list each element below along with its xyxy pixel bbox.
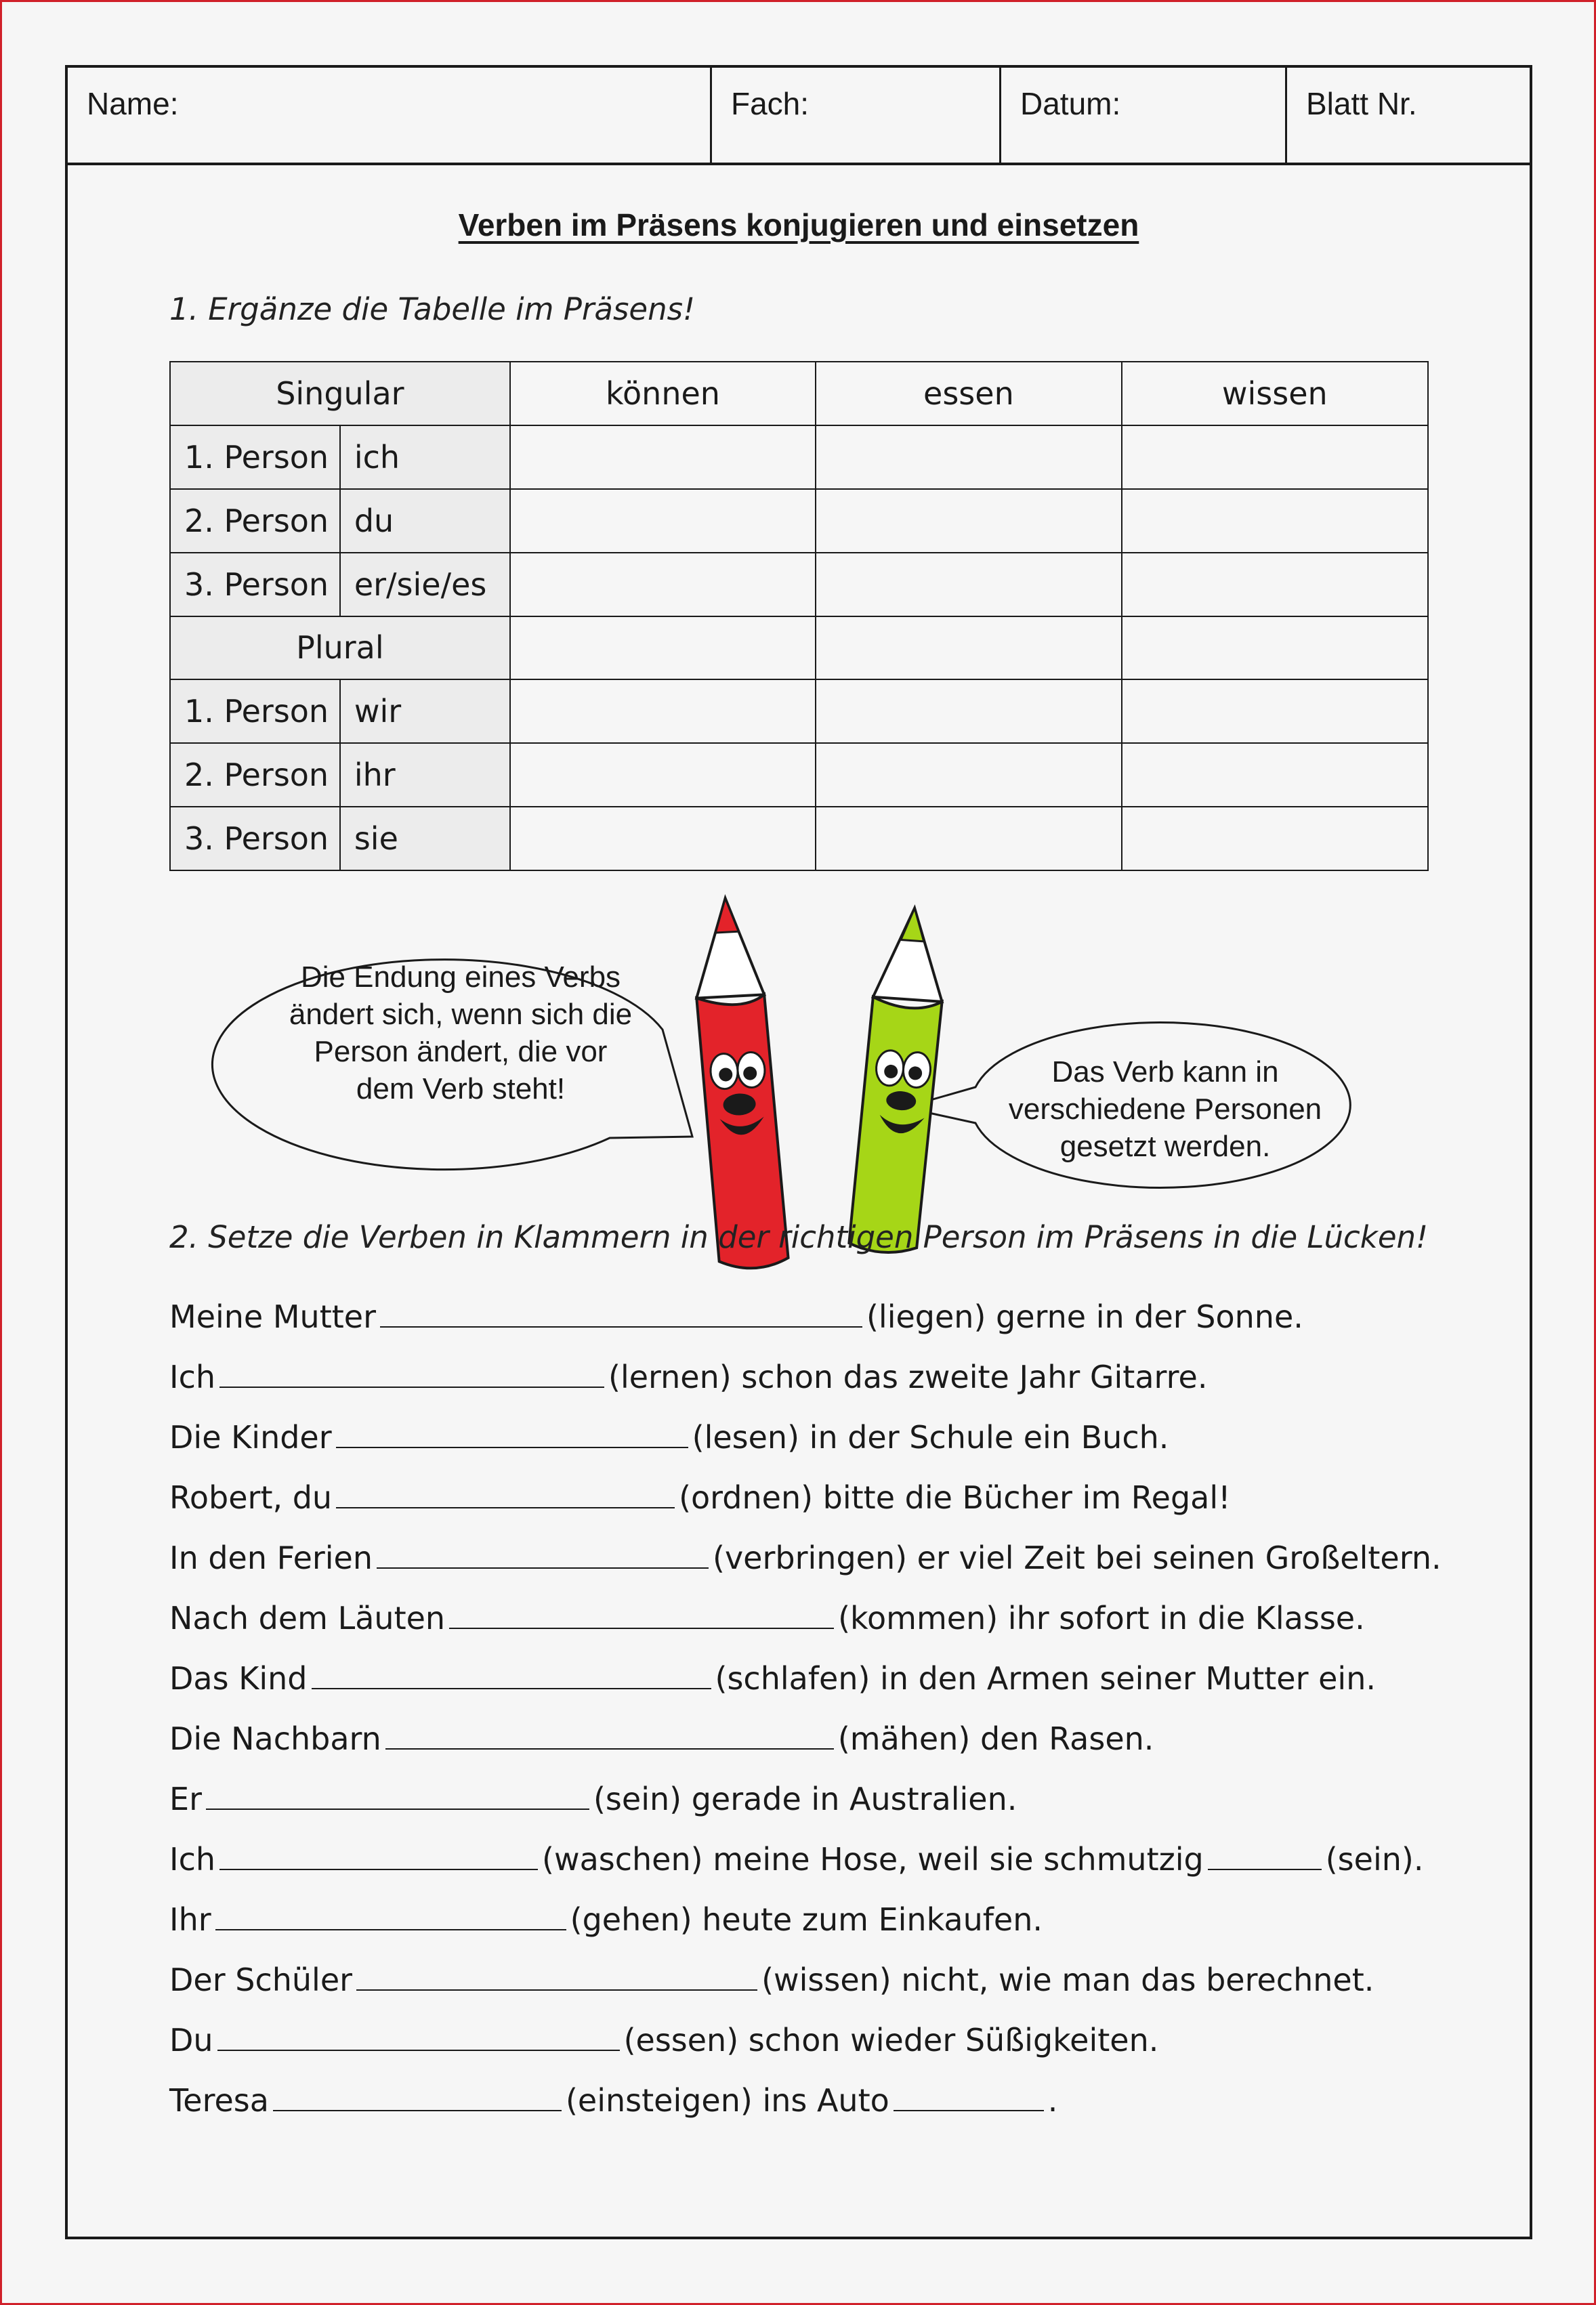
page-title: Verben im Präsens konjugieren und einsetzen xyxy=(458,207,1139,242)
answer-blank[interactable] xyxy=(356,1969,757,1991)
list-item xyxy=(169,1950,1497,2010)
pronoun-label: er/sie/es xyxy=(340,553,510,616)
name-field[interactable] xyxy=(68,68,712,163)
conjugation-table xyxy=(169,361,1429,871)
sentence-start: Die Kinder xyxy=(169,1419,332,1456)
sentence-end: (waschen) meine Hose, weil sie schmutzig xyxy=(542,1841,1204,1878)
table-header-row xyxy=(170,362,1428,425)
answer-blank[interactable] xyxy=(215,1909,566,1930)
sentence-start: Nach dem Läuten xyxy=(169,1600,446,1636)
plural-header: Plural xyxy=(170,616,510,680)
header-row xyxy=(68,68,1530,165)
answer-cell[interactable] xyxy=(1122,807,1428,870)
verb-header: essen xyxy=(816,362,1121,425)
singular-header: Singular xyxy=(170,362,510,425)
left-bubble-text xyxy=(271,958,650,1107)
list-item xyxy=(169,1287,1497,1347)
pronoun-label: ich xyxy=(340,425,510,489)
sentence-end: (lesen) in der Schule ein Buch. xyxy=(692,1419,1169,1456)
answer-cell[interactable] xyxy=(1122,743,1428,807)
sentence-start: In den Ferien xyxy=(169,1540,373,1576)
list-item xyxy=(169,1649,1497,1709)
green-pencil-icon xyxy=(849,905,948,1255)
pronoun-label: ihr xyxy=(340,743,510,807)
answer-cell[interactable] xyxy=(1122,679,1428,743)
bubble-line: Person ändert, die vor xyxy=(314,1035,608,1068)
answer-blank[interactable] xyxy=(219,1366,604,1388)
list-item xyxy=(169,2071,1497,2131)
sentence-end: (sein). xyxy=(1325,1841,1424,1878)
answer-blank[interactable] xyxy=(336,1487,675,1508)
sentence-end: (wissen) nicht, wie man das berechnet. xyxy=(761,1962,1374,1998)
answer-cell[interactable] xyxy=(510,425,816,489)
answer-cell[interactable] xyxy=(510,553,816,616)
pronoun-label: du xyxy=(340,489,510,553)
right-bubble-text xyxy=(989,1053,1341,1165)
sentence-start: Ihr xyxy=(169,1901,211,1938)
sentence-start: Die Nachbarn xyxy=(169,1720,381,1757)
worksheet xyxy=(65,65,1532,2239)
bubble-line: dem Verb steht! xyxy=(356,1072,566,1105)
date-label: Datum: xyxy=(1020,86,1121,121)
person-label: 2. Person xyxy=(170,743,340,807)
answer-cell[interactable] xyxy=(816,743,1121,807)
answer-blank[interactable] xyxy=(336,1426,688,1448)
bubble-line: gesetzt werden. xyxy=(1059,1130,1271,1163)
answer-blank[interactable] xyxy=(217,2029,620,2051)
fill-in-exercise xyxy=(169,1287,1497,2131)
sentence-start: Teresa xyxy=(169,2082,269,2119)
answer-cell[interactable] xyxy=(816,807,1121,870)
date-field[interactable] xyxy=(1001,68,1287,163)
answer-cell[interactable] xyxy=(510,489,816,553)
sentence-end: (sein) gerade in Australien. xyxy=(593,1781,1017,1817)
answer-blank[interactable] xyxy=(273,2090,562,2111)
answer-blank[interactable] xyxy=(219,1848,538,1870)
answer-blank[interactable] xyxy=(312,1668,711,1689)
person-label: 3. Person xyxy=(170,807,340,870)
pronoun-label: wir xyxy=(340,679,510,743)
answer-cell[interactable] xyxy=(510,679,816,743)
table-row xyxy=(170,489,1428,553)
sentence-start: Ich xyxy=(169,1359,216,1395)
table-row xyxy=(170,553,1428,616)
answer-cell[interactable] xyxy=(1122,553,1428,616)
list-item xyxy=(169,2010,1497,2071)
bubble-line: ändert sich, wenn sich die xyxy=(289,998,633,1031)
sheet-number-field[interactable] xyxy=(1287,68,1530,163)
table-row xyxy=(170,425,1428,489)
list-item xyxy=(169,1588,1497,1649)
answer-cell[interactable] xyxy=(1122,616,1428,680)
sentence-start: Der Schüler xyxy=(169,1962,353,1998)
subject-label: Fach: xyxy=(731,86,810,121)
bubble-line: verschiedene Personen xyxy=(1008,1093,1322,1126)
list-item xyxy=(169,1830,1497,1890)
list-item xyxy=(169,1408,1497,1468)
sentence-end: (einsteigen) ins Auto xyxy=(565,2082,889,2119)
table-row xyxy=(170,616,1428,680)
answer-blank[interactable] xyxy=(380,1306,862,1328)
answer-blank[interactable] xyxy=(385,1728,834,1750)
sentence-end: (schlafen) in den Armen seiner Mutter ein. xyxy=(715,1660,1376,1697)
name-label: Name: xyxy=(87,86,179,121)
sentence-end: (gehen) heute zum Einkaufen. xyxy=(570,1901,1043,1938)
sentence-end: (verbringen) er viel Zeit bei seinen Großeltern. xyxy=(713,1540,1442,1576)
sheet-number-label: Blatt Nr. xyxy=(1306,86,1417,121)
sentence-start: Meine Mutter xyxy=(169,1298,376,1335)
answer-blank[interactable] xyxy=(1208,1848,1322,1870)
answer-blank[interactable] xyxy=(206,1788,589,1810)
answer-cell[interactable] xyxy=(510,743,816,807)
table-row xyxy=(170,679,1428,743)
answer-cell[interactable] xyxy=(510,807,816,870)
answer-cell[interactable] xyxy=(816,616,1121,680)
sentence-end: . xyxy=(1047,2082,1058,2119)
answer-cell[interactable] xyxy=(816,489,1121,553)
list-item xyxy=(169,1468,1497,1528)
answer-cell[interactable] xyxy=(1122,489,1428,553)
answer-cell[interactable] xyxy=(1122,425,1428,489)
list-item xyxy=(169,1709,1497,1769)
bubble-line: Das Verb kann in xyxy=(1051,1055,1279,1088)
answer-blank[interactable] xyxy=(449,1607,834,1629)
sentence-start: Du xyxy=(169,2022,213,2058)
list-item xyxy=(169,1769,1497,1830)
sentence-end: (mähen) den Rasen. xyxy=(837,1720,1154,1757)
list-item xyxy=(169,1528,1497,1588)
bubble-line: Die Endung eines Verbs xyxy=(300,960,621,994)
sentence-end: (liegen) gerne in der Sonne. xyxy=(866,1298,1303,1335)
sentence-end: (ordnen) bitte die Bücher im Regal! xyxy=(679,1479,1231,1516)
person-label: 3. Person xyxy=(170,553,340,616)
red-pencil-icon xyxy=(692,896,789,1271)
table-row xyxy=(170,807,1428,870)
verb-header: wissen xyxy=(1122,362,1428,425)
task-2-instruction: 2. Setze die Verben in Klammern in der richtigen Person im Präsens in die Lücken! xyxy=(169,1219,1429,1255)
person-label: 1. Person xyxy=(170,679,340,743)
sentence-end: (kommen) ihr sofort in die Klasse. xyxy=(838,1600,1365,1636)
person-label: 2. Person xyxy=(170,489,340,553)
answer-blank[interactable] xyxy=(377,1547,709,1569)
pronoun-label: sie xyxy=(340,807,510,870)
sentence-start: Ich xyxy=(169,1841,216,1878)
person-label: 1. Person xyxy=(170,425,340,489)
answer-cell[interactable] xyxy=(510,616,816,680)
list-item xyxy=(169,1347,1497,1408)
task-1-instruction: 1. Ergänze die Tabelle im Präsens! xyxy=(169,291,696,327)
table-row xyxy=(170,743,1428,807)
verb-header: können xyxy=(510,362,816,425)
sentence-end: (essen) schon wieder Süßigkeiten. xyxy=(623,2022,1159,2058)
subject-field[interactable] xyxy=(712,68,1001,163)
sentence-start: Das Kind xyxy=(169,1660,308,1697)
sentence-start: Er xyxy=(169,1781,202,1817)
sentence-end: (lernen) schon das zweite Jahr Gitarre. xyxy=(608,1359,1208,1395)
sentence-start: Robert, du xyxy=(169,1479,333,1516)
list-item xyxy=(169,1890,1497,1950)
answer-cell[interactable] xyxy=(816,679,1121,743)
answer-cell[interactable] xyxy=(816,553,1121,616)
answer-blank[interactable] xyxy=(894,2090,1044,2111)
answer-cell[interactable] xyxy=(816,425,1121,489)
